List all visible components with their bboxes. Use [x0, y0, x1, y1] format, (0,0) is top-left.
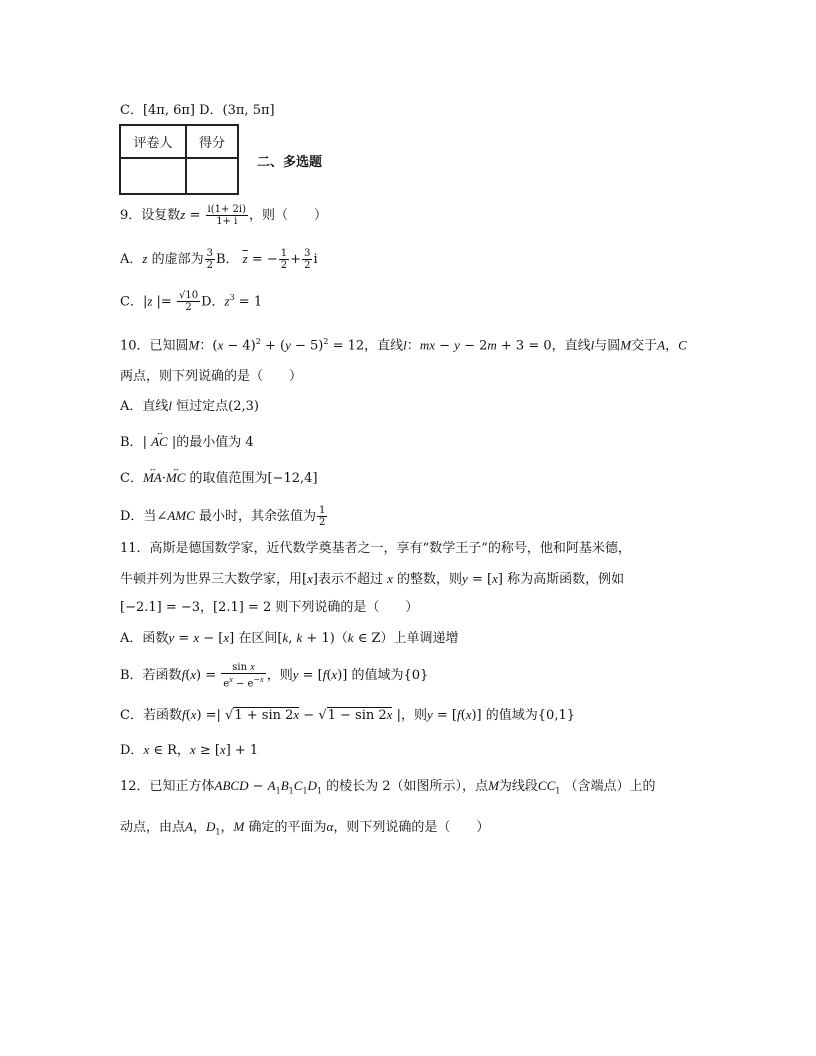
q10-stem-2: 两点，则下列说确的是（ ） [120, 369, 303, 384]
q10-stem: 10．已知圆M：$(x - 4)^2 + (y - 5)^2 = 12$，直线l：mx − y − 2m + 3 = 0，直线l与圆M交于A，C [120, 337, 687, 354]
q10-option-b: B．| ↔ AC |的最小值为 4 [120, 433, 254, 452]
q11-option-a: A．函数y = x − [x] 在区间[k, k + 1)（k ∈ Z）上单调递增 [120, 630, 459, 646]
q11-stem-3: [−2.1] = −3，[2.1] = 2 则下列说确的是（ ） [120, 600, 419, 615]
q10-option-a: A．直线l 恒过定点(2,3) [120, 398, 259, 414]
q12-stem-1: 12．已知正方体ABCD − $A_1B_1C_1D_1$ 的棱长为 2（如图所示），点M为线段$CC_1$ （含端点）上的 [120, 778, 656, 796]
score-table [119, 124, 239, 195]
q11-option-b: B．若函数f(x) = $\frac{\text{sin x}}{e^x - e^{-x}}$ ，则y = [f(x)] 的值域为{0} [120, 662, 429, 690]
score-cell-grader [120, 158, 186, 194]
score-header-grader: 评卷人 [120, 125, 186, 158]
q9-options-ab: A．z 的虚部为 $\frac{3}{2}$ B． $\overline{z}$ = − $\frac{1}{2}$ + $\frac{3}{2}$ i [120, 248, 318, 271]
q11-stem-1: 11．高斯是德国数学家，近代数学奠基者之一，享有“数学王子”的称号，他和阿基米德， [120, 541, 631, 556]
q12-stem-2: 动点，由点A，$D_1$，M 确定的平面为α，则下列说确的是（ ） [120, 819, 490, 837]
score-header-score: 得分 [186, 125, 238, 158]
q10-option-c: C．↔ MA·↔ MC 的取值范围为[−12,4] [120, 469, 318, 488]
q9-options-cd: C．|z |= $\frac{√10}{2}$ D．$z^3 = 1$ [120, 290, 263, 314]
q9-stem: 9．设复数z = $\frac{i(1+ 2i)}{1+ i}$ ，则（ ） [120, 204, 328, 227]
option-line-prev: C．[4π, 6π] D．(3π, 5π] [120, 103, 275, 118]
score-cell-score [186, 158, 238, 194]
section-title: 二、多选题 [257, 155, 323, 170]
q11-option-c: C．若函数f(x) =| √1 + sin 2x − √1 − sin 2x |，则y = [f(x)] 的值域为{0,1} [120, 707, 575, 723]
q11-stem-2: 牛顿并列为世界三大数学家，用[x]表示不超过 x 的整数，则y = [x] 称为高斯函数，例如 [120, 571, 625, 587]
q10-option-d: D．当∠AMC 最小时，其余弦值为 $\frac{1}{2}$ [120, 505, 326, 528]
q11-option-d: D．x ∈ R，x ≥ [x] + 1 [120, 742, 259, 758]
